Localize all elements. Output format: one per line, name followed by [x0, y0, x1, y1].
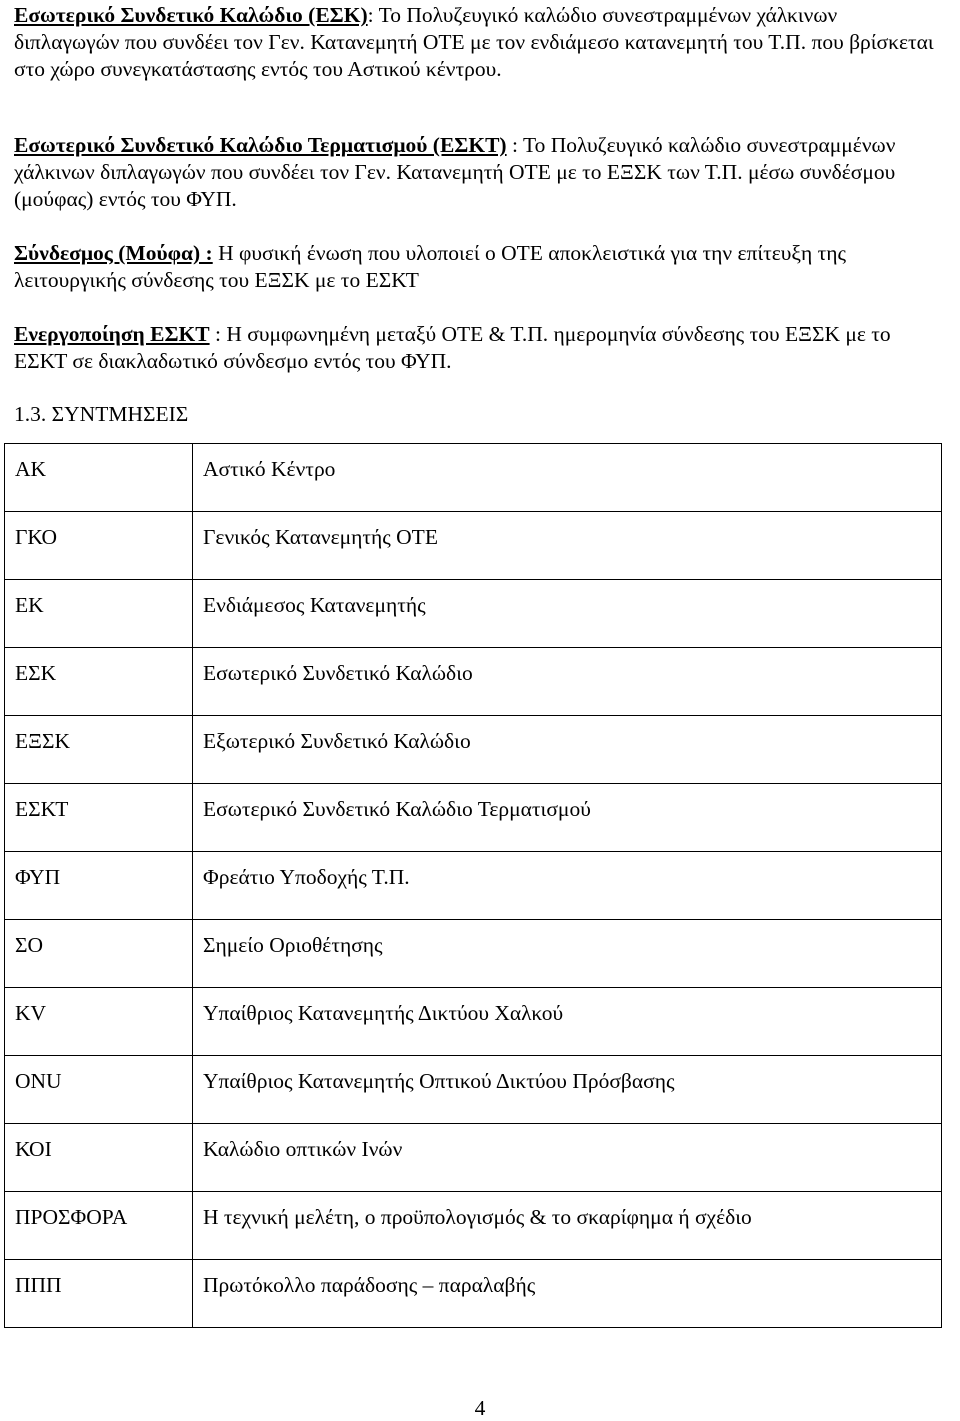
table-row [5, 716, 942, 784]
definition-term: Ενεργοποίηση ΕΣΚΤ [14, 322, 210, 346]
abbreviation-cell [5, 1124, 193, 1192]
table-row [5, 1260, 942, 1328]
abbreviation-meaning: Σημείο Οριοθέτησης [203, 933, 383, 957]
page-number: 4 [474, 1396, 486, 1420]
abbreviations-body [5, 444, 942, 1328]
definition-term: Εσωτερικό Συνδετικό Καλώδιο Τερματισμού (ΕΣΚΤ) [14, 133, 507, 157]
table-row [5, 580, 942, 648]
abbreviation-cell [5, 784, 193, 852]
meaning-cell [193, 1192, 942, 1260]
abbreviation-cell [5, 1192, 193, 1260]
abbreviation-meaning: Γενικός Κατανεμητής ΟΤΕ [203, 525, 438, 549]
meaning-cell [193, 1124, 942, 1192]
abbreviation: ΚΟΙ [15, 1137, 52, 1161]
abbreviation-meaning: Καλώδιο οπτικών Ινών [203, 1137, 403, 1161]
abbreviation: KV [15, 1001, 47, 1025]
abbreviation-cell [5, 1260, 193, 1328]
abbreviation: ΠΠΠ [15, 1273, 62, 1297]
table-row [5, 852, 942, 920]
abbreviation: ΕΞΣΚ [15, 729, 70, 753]
abbreviation-cell [5, 716, 193, 784]
definition-eskt: Εσωτερικό Συνδετικό Καλώδιο Τερματισμού (ΕΣΚΤ) : Το Πολυζευγικό καλώδιο συνεστραμμένων χάλκινων διπλαγωγών που συνδέει τον Γεν. Κατανεμητή ΟΤΕ με το ΕΞΣΚ των Τ.Π. μέσω συνδέσμου (μούφας) εντός του ΦΥΠ. [14, 133, 896, 211]
abbreviation: ΓΚΟ [15, 525, 58, 549]
abbreviation-meaning: Φρεάτιο Υποδοχής Τ.Π. [203, 865, 410, 889]
abbreviation: ΕΣΚΤ [15, 797, 69, 821]
definition-text: Η συμφωνημένη μεταξύ ΟΤΕ & Τ.Π. ημερομηνία σύνδεσης του ΕΞΣΚ με το ΕΣΚΤ σε διακλαδωτικό σύνδεσμο εντός του ΦΥΠ. [14, 322, 891, 373]
table-row [5, 1124, 942, 1192]
abbreviation: ΕΣΚ [15, 661, 57, 685]
definition-text: Το Πολυζευγικό καλώδιο συνεστραμμένων χάλκινων διπλαγωγών που συνδέει τον Γεν. Κατανεμητή ΟΤΕ με το ΕΞΣΚ των Τ.Π. μέσω συνδέσμου (μούφας) εντός του ΦΥΠ. [14, 133, 896, 211]
definition-syndesmos [14, 240, 944, 294]
abbreviation: ΣΟ [15, 933, 44, 957]
meaning-cell [193, 784, 942, 852]
abbreviation-meaning: Ενδιάμεσος Κατανεμητής [203, 593, 426, 617]
meaning-cell [193, 1056, 942, 1124]
abbreviation-meaning: Πρωτόκολλο παράδοσης – παραλαβής [203, 1273, 536, 1297]
meaning-cell [193, 512, 942, 580]
table-row [5, 648, 942, 716]
section-heading: 1.3. ΣΥΝΤΜΗΣΕΙΣ [14, 402, 189, 426]
abbreviation-cell [5, 920, 193, 988]
definition-esk: Εσωτερικό Συνδετικό Καλώδιο (ΕΣΚ): Το Πολυζευγικό καλώδιο συνεστραμμένων χάλκινων διπλαγωγών που συνδέει τον Γεν. Κατανεμητή ΟΤΕ με τον ενδιάμεσο κατανεμητή του Τ.Π. που βρίσκεται στο χώρο συνεγκατάστασης εντός του Αστικού κέντρου. [14, 3, 934, 81]
meaning-cell [193, 580, 942, 648]
table-row [5, 784, 942, 852]
abbreviation-cell [5, 648, 193, 716]
abbreviation-meaning: Υπαίθριος Κατανεμητής Δικτύου Χαλκού [203, 1001, 564, 1025]
meaning-cell [193, 920, 942, 988]
abbreviation-cell [5, 988, 193, 1056]
table-row [5, 512, 942, 580]
abbreviation-cell [5, 852, 193, 920]
abbreviation: ΦΥΠ [15, 865, 61, 889]
abbreviations-table [4, 443, 942, 1328]
meaning-cell [193, 852, 942, 920]
abbreviation: ONU [15, 1069, 62, 1093]
abbreviation-meaning: Εσωτερικό Συνδετικό Καλώδιο Τερματισμού [203, 797, 591, 821]
definition-term: Σύνδεσμος (Μούφα) : [14, 241, 213, 265]
table-row [5, 1056, 942, 1124]
abbreviation-cell [5, 1056, 193, 1124]
table-row [5, 444, 942, 512]
abbreviation-meaning: Υπαίθριος Κατανεμητής Οπτικού Δικτύου Πρόσβασης [203, 1069, 675, 1093]
table-row [5, 988, 942, 1056]
meaning-cell [193, 988, 942, 1056]
abbreviation: ΑΚ [15, 457, 47, 481]
abbreviation-meaning: Αστικό Κέντρο [203, 457, 336, 481]
meaning-cell [193, 648, 942, 716]
definition-text: Η φυσική ένωση που υλοποιεί ο ΟΤΕ αποκλειστικά για την επίτευξη της λειτουργικής σύνδεσης του ΕΞΣΚ με το ΕΣΚΤ [14, 241, 847, 292]
abbreviation-meaning: Η τεχνική μελέτη, ο προϋπολογισμός & το σκαρίφημα ή σχέδιο [203, 1205, 752, 1229]
meaning-cell [193, 444, 942, 512]
definition-energopoiisi: Ενεργοποίηση ΕΣΚΤ : Η συμφωνημένη μεταξύ ΟΤΕ & Τ.Π. ημερομηνία σύνδεσης του ΕΞΣΚ με το ΕΣΚΤ σε διακλαδωτικό σύνδεσμο εντός του ΦΥΠ. [14, 322, 891, 373]
table-row [5, 1192, 942, 1260]
abbreviation-meaning: Εξωτερικό Συνδετικό Καλώδιο [203, 729, 471, 753]
abbreviation-meaning: Εσωτερικό Συνδετικό Καλώδιο [203, 661, 473, 685]
abbreviation: ΕΚ [15, 593, 44, 617]
table-row [5, 920, 942, 988]
definition-term: Εσωτερικό Συνδετικό Καλώδιο (ΕΣΚ) [14, 3, 368, 27]
meaning-cell [193, 716, 942, 784]
definition-text: Το Πολυζευγικό καλώδιο συνεστραμμένων χάλκινων διπλαγωγών που συνδέει τον Γεν. Κατανεμητή ΟΤΕ με τον ενδιάμεσο κατανεμητή του Τ.Π. που βρίσκεται στο χώρο συνεγκατάστασης εντός του Αστικού κέντρου. [14, 3, 934, 81]
abbreviation-cell [5, 512, 193, 580]
abbreviation-cell [5, 444, 193, 512]
meaning-cell [193, 1260, 942, 1328]
abbreviation-cell [5, 580, 193, 648]
abbreviation: ΠΡΟΣΦΟΡΑ [15, 1205, 128, 1229]
